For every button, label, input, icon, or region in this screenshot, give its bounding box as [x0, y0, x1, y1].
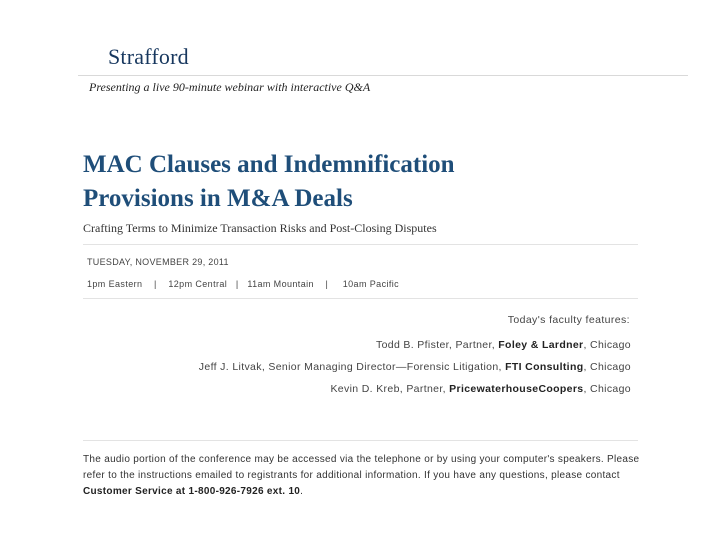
faculty-firm: FTI Consulting	[505, 361, 584, 373]
faculty-city: , Chicago	[583, 361, 631, 373]
footer-text: The audio portion of the conference may be accessed via the telephone or by using your computer's speakers. Please refer to the instructions emailed to registrants for additional information. If you have any questions, please contact	[83, 454, 640, 481]
header-divider	[78, 75, 688, 76]
faculty-name-title: Todd B. Pfister, Partner,	[375, 339, 499, 351]
divider-middle	[83, 298, 638, 299]
faculty-firm: Foley & Lardner	[498, 339, 584, 351]
faculty-city: , Chicago	[583, 339, 631, 351]
title-line-1: MAC Clauses and Indemnification	[83, 151, 455, 178]
strafford-logo: Strafford	[108, 44, 189, 69]
footer-end: .	[300, 486, 304, 497]
divider-bottom	[83, 440, 638, 441]
webinar-subtitle: Crafting Terms to Minimize Transaction Risks and Post-Closing Disputes	[83, 221, 437, 235]
divider-top	[83, 244, 638, 245]
faculty-name-title: Jeff J. Litvak, Senior Managing Director—Forensic Litigation,	[198, 361, 506, 373]
tagline: Presenting a live 90-minute webinar with interactive Q&A	[89, 80, 371, 94]
event-date: TUESDAY, NOVEMBER 29, 2011	[87, 257, 229, 267]
event-times: 1pm Eastern | 12pm Central | 11am Mountain | 10am Pacific	[87, 279, 400, 289]
faculty-heading: Today's faculty features:	[507, 314, 630, 326]
faculty-firm: PricewaterhouseCoopers	[449, 383, 584, 395]
faculty-member	[330, 383, 631, 395]
webinar-title	[83, 148, 683, 216]
faculty-city: , Chicago	[583, 383, 631, 395]
customer-service-contact: Customer Service at 1-800-926-7926 ext. 10	[83, 486, 301, 497]
faculty-member	[376, 339, 631, 351]
faculty-name-title: Kevin D. Kreb, Partner,	[330, 383, 450, 395]
faculty-member	[199, 361, 631, 373]
title-line-2: Provisions in M&A Deals	[83, 185, 353, 212]
audio-instructions	[83, 452, 643, 500]
